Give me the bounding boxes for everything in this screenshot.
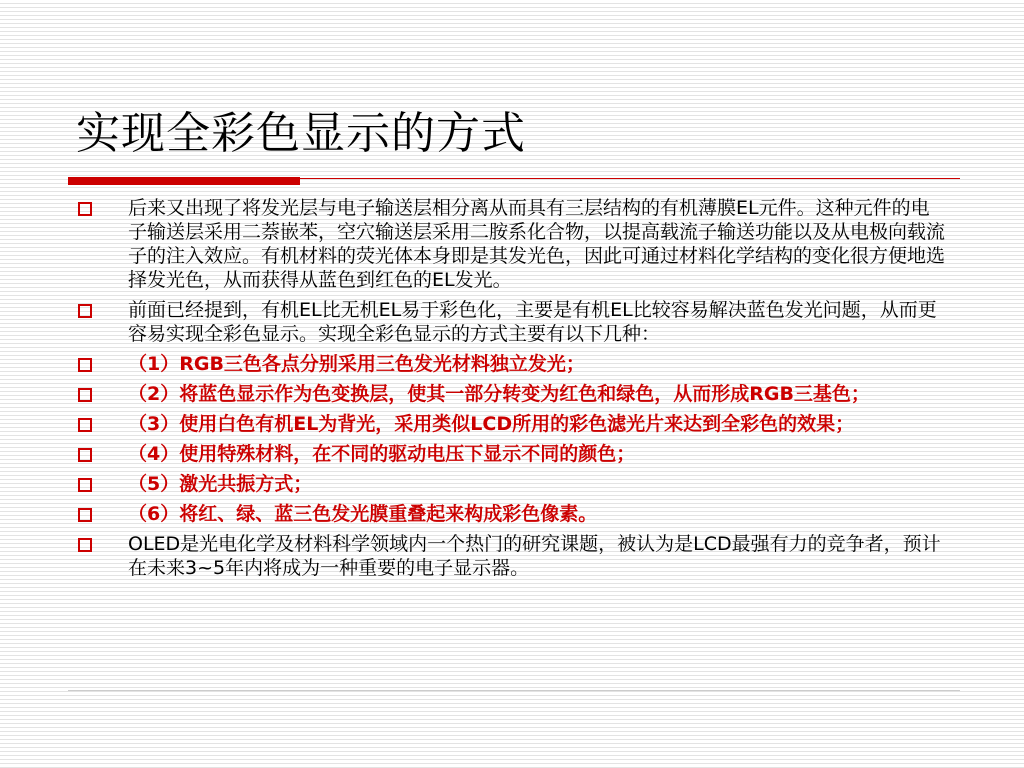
- bullet-text: （5）激光共振方式；: [128, 473, 313, 495]
- square-bullet-icon: [78, 418, 92, 432]
- square-bullet-icon: [78, 388, 92, 402]
- bullet-text: （4）使用特殊材料，在不同的驱动电压下显示不同的颜色；: [128, 443, 636, 465]
- footer-divider: [68, 690, 960, 691]
- bullet-item-1: [76, 196, 948, 292]
- square-bullet-icon: [78, 478, 92, 492]
- square-bullet-icon: [78, 508, 92, 522]
- slide-title: 实现全彩色显示的方式: [76, 108, 526, 159]
- bullet-text: （2）将蓝色显示作为色变换层，使其一部分转变为红色和绿色，从而形成RGB三基色；: [128, 383, 870, 405]
- bullet-item-9: [76, 532, 948, 580]
- bullet-text: 前面已经提到，有机EL比无机EL易于彩色化，主要是有机EL比较容易解决蓝色发光问题，从而更容易实现全彩色显示。实现全彩色显示的方式主要有以下几种：: [128, 299, 937, 345]
- bullet-list: [76, 196, 948, 586]
- bullet-item-8: [76, 502, 948, 526]
- title-underline-thin: [300, 178, 960, 179]
- bullet-text: （1）RGB三色各点分别采用三色发光材料独立发光；: [128, 353, 585, 375]
- bullet-item-2: [76, 298, 948, 346]
- bullet-item-3: [76, 352, 948, 376]
- square-bullet-icon: [78, 358, 92, 372]
- bullet-item-4: [76, 382, 948, 406]
- bullet-text: （3）使用白色有机EL为背光，采用类似LCD所用的彩色滤光片来达到全彩色的效果；: [128, 413, 855, 435]
- title-underline-thick: [68, 177, 300, 185]
- bullet-item-7: [76, 472, 948, 496]
- square-bullet-icon: [78, 304, 92, 318]
- bullet-text: （6）将红、绿、蓝三色发光膜重叠起来构成彩色像素。: [128, 503, 598, 525]
- square-bullet-icon: [78, 448, 92, 462]
- bullet-text: OLED是光电化学及材料科学领域内一个热门的研究课题，被认为是LCD最强有力的竞争者，预计在未来3~5年内将成为一种重要的电子显示器。: [128, 533, 941, 579]
- square-bullet-icon: [78, 538, 92, 552]
- bullet-item-5: [76, 412, 948, 436]
- bullet-text: 后来又出现了将发光层与电子输送层相分离从而具有三层结构的有机薄膜EL元件。这种元件的电子输送层采用二萘嵌苯，空穴输送层采用二胺系化合物，以提高载流子输送功能以及从电极向载流子的注入效应。有机材料的荧光体本身即是其发光色，因此可通过材料化学结构的变化很方便地选择发光色，从而获得从蓝色到红色的EL发光。: [128, 197, 946, 291]
- bullet-item-6: [76, 442, 948, 466]
- square-bullet-icon: [78, 202, 92, 216]
